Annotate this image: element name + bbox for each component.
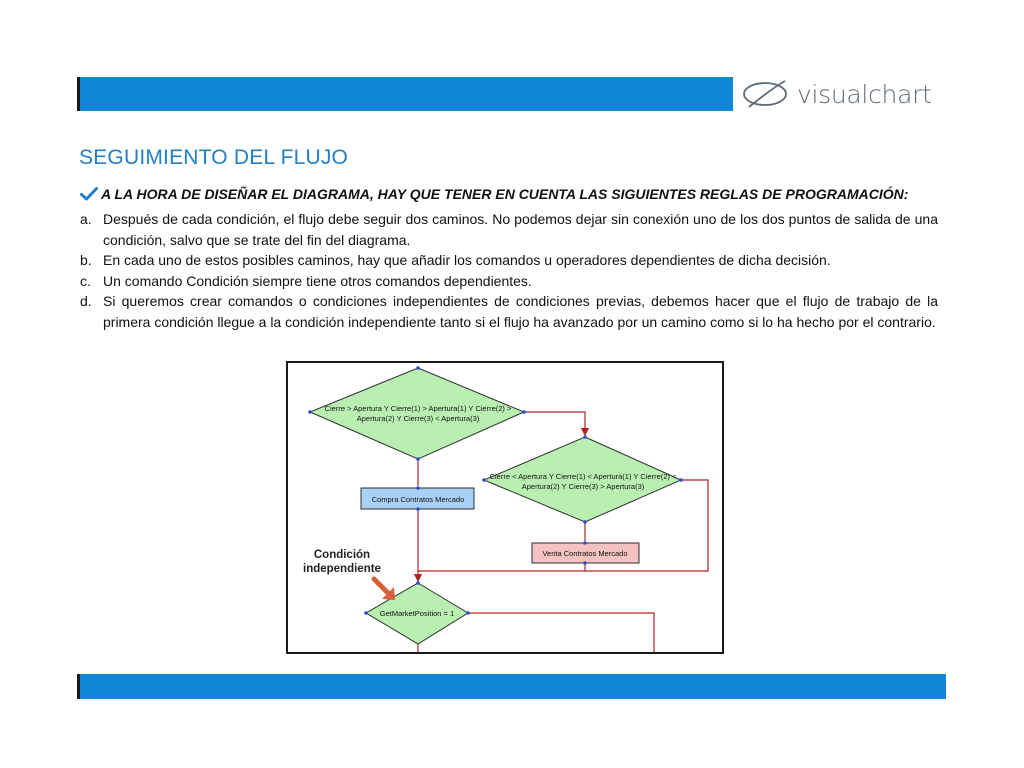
rule-marker: c. bbox=[80, 272, 91, 289]
visualchart-logo-icon bbox=[741, 79, 791, 109]
connector-cond3-false bbox=[468, 613, 654, 652]
callout-line2: independiente bbox=[303, 563, 381, 575]
sell-command-box bbox=[532, 541, 639, 565]
condition-1-line2: Apertura(2) Y Cierre(3) < Apertura(3) bbox=[356, 414, 480, 423]
condition-2-line1: Cierre < Apertura Y Cierre(1) < Apertura(1) Y Cierre(2) < bbox=[489, 472, 677, 481]
condition-2-line2: Apertura(2) Y Cierre(3) > Apertura(3) bbox=[521, 482, 645, 491]
brand-logo bbox=[733, 74, 946, 114]
intro-text: A LA HORA DE DISEÑAR EL DIAGRAMA, HAY QUE TENER EN CUENTA LAS SIGUIENTES REGLAS DE PROGRAMACIÓN: bbox=[101, 186, 909, 202]
footer-bar bbox=[77, 674, 946, 699]
rule-item bbox=[80, 209, 938, 250]
callout-arrow-icon bbox=[374, 579, 395, 600]
rule-item bbox=[80, 250, 938, 271]
rule-text: Si queremos crear comandos o condiciones independientes de condiciones previas, debemos hacer que el flujo de trabajo de la primera condición llegue a la condición independiente tanto si el flujo ha avanzado por un camino como si lo ha hecho por el contrario. bbox=[103, 293, 938, 330]
rule-item bbox=[80, 271, 938, 292]
independent-condition-callout bbox=[303, 548, 381, 576]
rule-text: En cada uno de estos posibles caminos, hay que añadir los comandos u operadores dependientes de dicha decisión. bbox=[103, 252, 831, 268]
connector-sell-down bbox=[418, 563, 585, 571]
rule-text: Después de cada condición, el flujo debe seguir dos caminos. No podemos dejar sin conexión uno de los dos puntos de salida de una condición, salvo que se trate del fin del diagrama. bbox=[103, 211, 938, 248]
rule-text: Un comando Condición siempre tiene otros comandos dependientes. bbox=[103, 272, 532, 289]
condition-3-label: GetMarketPosition = 1 bbox=[379, 609, 455, 618]
callout-line1: Condición bbox=[313, 549, 371, 561]
condition-diamond-3 bbox=[364, 581, 470, 644]
condition-diamond-2 bbox=[482, 435, 683, 524]
page-title: SEGUIMIENTO DEL FLUJO bbox=[79, 146, 349, 169]
intro-heading bbox=[80, 186, 908, 202]
rules-list bbox=[80, 209, 938, 332]
condition-1-line1: Cierre > Apertura Y Cierre(1) > Apertura(1) Y Cierre(2) > bbox=[324, 404, 512, 413]
brand-name: visualchart bbox=[797, 79, 932, 109]
flow-diagram bbox=[286, 361, 724, 654]
rule-marker: b. bbox=[80, 252, 92, 268]
buy-command-box bbox=[361, 486, 474, 511]
condition-diamond-1 bbox=[308, 366, 526, 461]
checkmark-icon bbox=[80, 187, 98, 201]
connector-cond1-false bbox=[524, 412, 585, 435]
buy-command-label: Compra Contratos Mercado bbox=[371, 495, 465, 504]
rule-marker: d. bbox=[80, 293, 92, 309]
sell-command-label: Venta Contratos Mercado bbox=[542, 549, 628, 558]
rule-item bbox=[80, 291, 938, 332]
rule-marker: a. bbox=[80, 211, 92, 227]
